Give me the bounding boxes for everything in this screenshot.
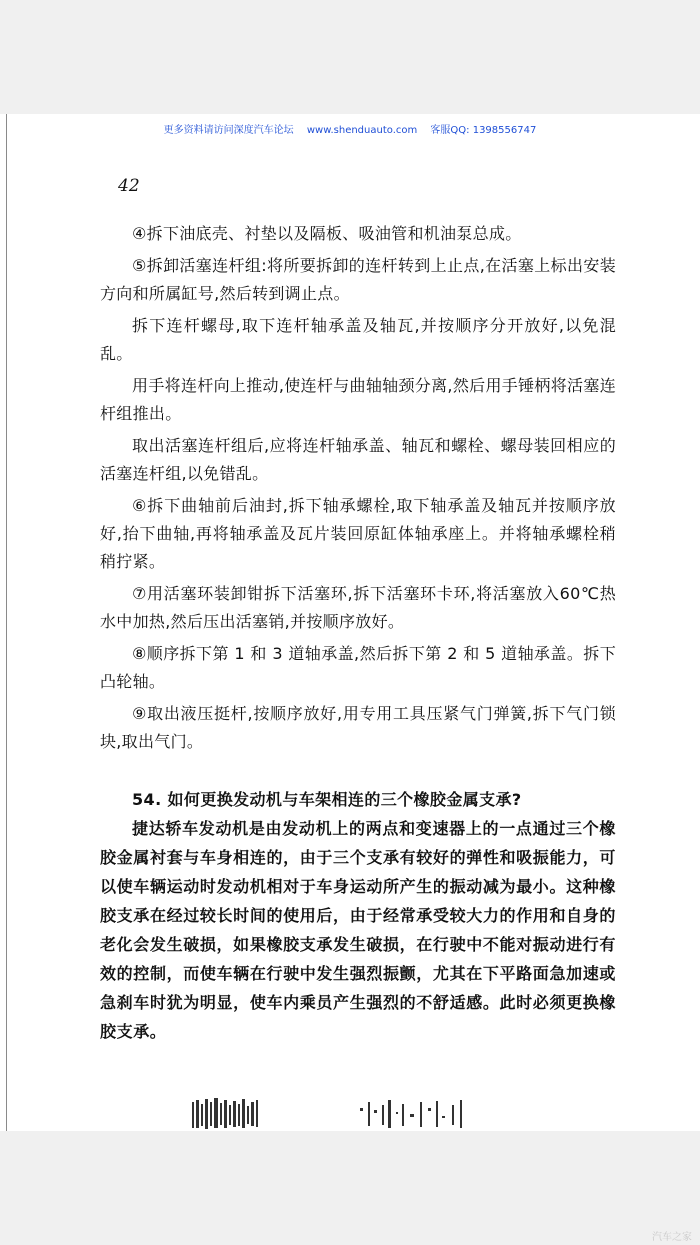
paragraph: ⑦用活塞环装卸钳拆下活塞环,拆下活塞环卡环,将活塞放入60℃热水中加热,然后压出活塞销,并按顺序放好。	[100, 584, 616, 631]
document-page	[0, 114, 700, 1131]
paragraph: ④拆下油底壳、衬垫以及隔板、吸油管和机油泵总成。	[132, 224, 522, 243]
paragraph: ⑨取出液压挺杆,按顺序放好,用专用工具压紧气门弹簧,拆下气门锁块,取出气门。	[100, 704, 616, 751]
paragraph: ⑥拆下曲轴前后油封,拆下轴承螺栓,取下轴承盖及轴瓦并按顺序放好,抬下曲轴,再将轴承盖及瓦片装回原缸体轴承座上。并将轴承螺栓稍稍拧紧。	[100, 496, 616, 571]
paragraph: 拆下连杆螺母,取下连杆轴承盖及轴瓦,并按顺序分开放好,以免混乱。	[100, 316, 616, 363]
paragraph: 取出活塞连杆组后,应将连杆轴承盖、轴瓦和螺栓、螺母装回相应的活塞连杆组,以免错乱。	[100, 436, 616, 483]
header-banner	[0, 121, 700, 136]
paragraph: ⑤拆卸活塞连杆组:将所要拆卸的连杆转到上止点,在活塞上标出安装方向和所属缸号,然后转到调止点。	[100, 256, 616, 303]
header-qq-text: 客服QQ: 1398556747	[430, 125, 537, 136]
scan-noise-marks	[190, 1096, 480, 1131]
header-forum-text: 更多资料请访问深度汽车论坛	[163, 125, 294, 136]
section-paragraph: 捷达轿车发动机是由发动机上的两点和变速器上的一点通过三个橡胶金属衬套与车身相连的，由于三个支承有较好的弹性和吸振能力，可以使车辆运动时发动机相对于车身运动所产生的振动减为最小。这种橡胶支承在经过较长时间的使用后，由于经常承受较大力的作用和自身的老化会发生破损，如果橡胶支承发生破损，在行驶中不能对振动进行有效的控制，而使车辆在行驶中发生强烈振颤，尤其在下平路面急加速或急刹车时犹为明显，使车内乘员产生强烈的不舒适感。此时必须更换橡胶支承。	[100, 819, 616, 1041]
page-edge-rule	[6, 114, 7, 1131]
page-number: 42	[118, 176, 140, 196]
header-url-link[interactable]: www.shenduauto.com	[306, 125, 418, 136]
page-body	[100, 220, 616, 1046]
viewer-bottom-area	[0, 1131, 700, 1245]
paragraph: 用手将连杆向上推动,使连杆与曲轴轴颈分离,然后用手锤柄将活塞连杆组推出。	[100, 376, 616, 423]
section-heading: 54. 如何更换发动机与车架相连的三个橡胶金属支承?	[132, 790, 522, 809]
paragraph: ⑧顺序拆下第 1 和 3 道轴承盖,然后拆下第 2 和 5 道轴承盖。拆下凸轮轴。	[100, 644, 616, 691]
watermark-text: 汽车之家	[652, 1232, 692, 1243]
